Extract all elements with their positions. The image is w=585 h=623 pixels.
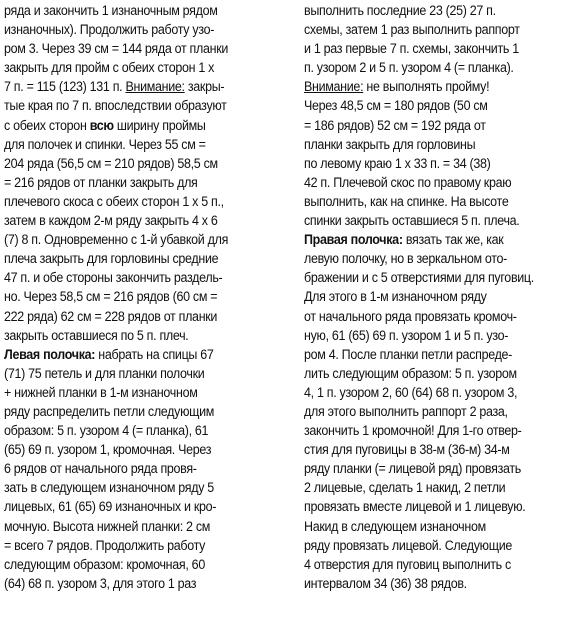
text-segment: с обеих сторон <box>4 117 87 134</box>
text-line <box>304 231 552 250</box>
text-line: (7) 8 п. Одновременно с 1-й убавкой для <box>4 232 229 249</box>
right-column <box>304 2 585 594</box>
text-line: спинки закрыть оставшиеся 5 п. плеча. <box>304 213 520 230</box>
text-line: следующим образом: кромочная, 60 <box>4 556 205 573</box>
text-line: закончить 1 кромочной! Для 1-го отвер- <box>304 423 522 440</box>
text-line: выполнить, как на спинке. На высоте <box>304 193 509 210</box>
text-line: Через 48,5 см = 180 рядов (50 см <box>304 98 488 115</box>
text-line: образом: 5 п. узором 4 (= планка), 61 <box>4 423 209 440</box>
section-heading-right-front: Правая полочка: <box>304 232 403 249</box>
text-line: ряда и закончить 1 изнаночным рядом <box>4 3 218 19</box>
text-line: закрыть оставшиеся по 5 п. плеч. <box>4 327 189 344</box>
text-line: бражении и с 5 отверстиями для пуговиц. <box>304 270 534 287</box>
text-line: ром 3. Через 39 см = 144 ряда от планки <box>4 41 229 58</box>
text-line: схемы, затем 1 раз выполнить раппорт <box>304 22 520 39</box>
text-line: 6 рядов от начального ряда провя- <box>4 461 197 478</box>
text-line: выполнить последние 23 (25) 27 п. <box>304 3 496 19</box>
text-line: но. Через 58,5 см = 216 рядов (60 см = <box>4 289 218 306</box>
text-line: 4, 1 п. узором 2, 60 (64) 68 п. узором 3, <box>304 384 518 401</box>
text-line: для этого выполнить раппорт 2 раза, <box>304 403 508 420</box>
text-segment: вязать так же, как <box>402 232 504 249</box>
text-segment: закры- <box>184 79 225 96</box>
text-line: от начального ряда провязать кромоч- <box>304 308 517 325</box>
text-line: 4 отверстия для пуговиц выполнить с <box>304 556 511 573</box>
text-line: зать в следующем изнаночном ряду 5 <box>4 480 214 497</box>
text-line <box>4 117 252 136</box>
text-line: = всего 7 рядов. Продолжить работу <box>4 537 206 554</box>
text-line: (71) 75 петель и для планки полочки <box>4 365 205 382</box>
text-line: лить следующим образом: 5 п. узором <box>304 365 517 382</box>
text-line: (64) 68 п. узором 3, для этого 1 раз <box>4 575 197 592</box>
text-line <box>4 346 252 365</box>
text-line: ром 4. После планки петли распреде- <box>304 346 513 363</box>
text-line: левую полочку, но в зеркальном ото- <box>304 251 508 268</box>
text-line: ную, 61 (65) 69 п. узором 1 и 5 п. узо- <box>304 327 509 344</box>
text-line <box>304 78 552 97</box>
text-line: плечевого скоса с обеих сторон 1 х 5 п., <box>4 193 224 210</box>
text-line: 42 п. Плечевой скос по правому краю <box>304 174 512 191</box>
text-segment: ширину проймы <box>113 117 206 134</box>
left-column <box>4 2 286 594</box>
text-line: п. узором 2 и 5 п. узором 4 (= планка). <box>304 60 514 77</box>
text-line: плеча закрыть для горловины средние <box>4 251 219 268</box>
text-line: тые края по 7 п. впоследствии образуют <box>4 98 227 115</box>
text-line: 47 п. и обе стороны закончить раздель- <box>4 270 223 287</box>
text-line: стия для пуговицы в 38-м (36-м) 34-м <box>304 442 510 459</box>
text-line: 2 лицевые, сделать 1 накид, 2 петли <box>304 480 506 497</box>
text-segment: не выполнять пройму! <box>363 79 490 96</box>
text-line: для полочек и спинки. Через 55 см = <box>4 136 206 153</box>
text-line: по левому краю 1 х 33 п. = 34 (38) <box>304 155 491 172</box>
text-line: ряду планки (= лицевой ряд) провязать <box>304 461 521 478</box>
text-line: (65) 69 п. узором 1, кромочная. Через <box>4 442 212 459</box>
text-line: изнаночных). Продолжить работу узо- <box>4 22 215 39</box>
text-segment: 7 п. = 115 (123) 131 п. <box>4 79 123 96</box>
text-line: затем в каждом 2-м ряду закрыть 4 х 6 <box>4 213 218 230</box>
text-line: + нижней планки в 1-м изнаночном <box>4 384 198 401</box>
section-heading-left-front: Левая полочка: <box>4 346 96 363</box>
text-line: провязать вместе лицевой и 1 лицевую. <box>304 499 526 516</box>
text-line: мочную. Высота нижней планки: 2 см <box>4 518 211 535</box>
attention-label: Внимание: <box>304 79 364 96</box>
text-line: = 216 рядов от планки закрыть для <box>4 174 198 191</box>
emphasis-word: всю <box>89 117 114 134</box>
text-line: планки закрыть для горловины <box>304 136 476 153</box>
text-line: ряду распределить петли следующим <box>4 403 215 420</box>
text-line: интервалом 34 (36) 38 рядов. <box>304 575 467 592</box>
text-line: и 1 раз первые 7 п. схемы, закончить 1 <box>304 41 519 58</box>
text-line: Для этого в 1-м изнаночном ряду <box>304 289 487 306</box>
text-line: = 186 рядов) 52 см = 192 ряда от <box>304 117 486 134</box>
text-line: закрыть для пройм с обеих сторон 1 х <box>4 60 215 77</box>
text-line: 204 ряда (56,5 см = 210 рядов) 58,5 см <box>4 155 218 172</box>
text-segment: набрать на спицы 67 <box>95 346 214 363</box>
text-line: лицевых, 61 (65) 69 изнаночных и кро- <box>4 499 217 516</box>
text-line: 222 ряда) 62 см = 228 рядов от планки <box>4 308 218 325</box>
text-line <box>4 78 252 97</box>
text-line: Накид в следующем изнаночном <box>304 518 486 535</box>
text-line: ряду провязать лицевой. Следующие <box>304 537 512 554</box>
attention-label: Внимание: <box>125 79 185 96</box>
